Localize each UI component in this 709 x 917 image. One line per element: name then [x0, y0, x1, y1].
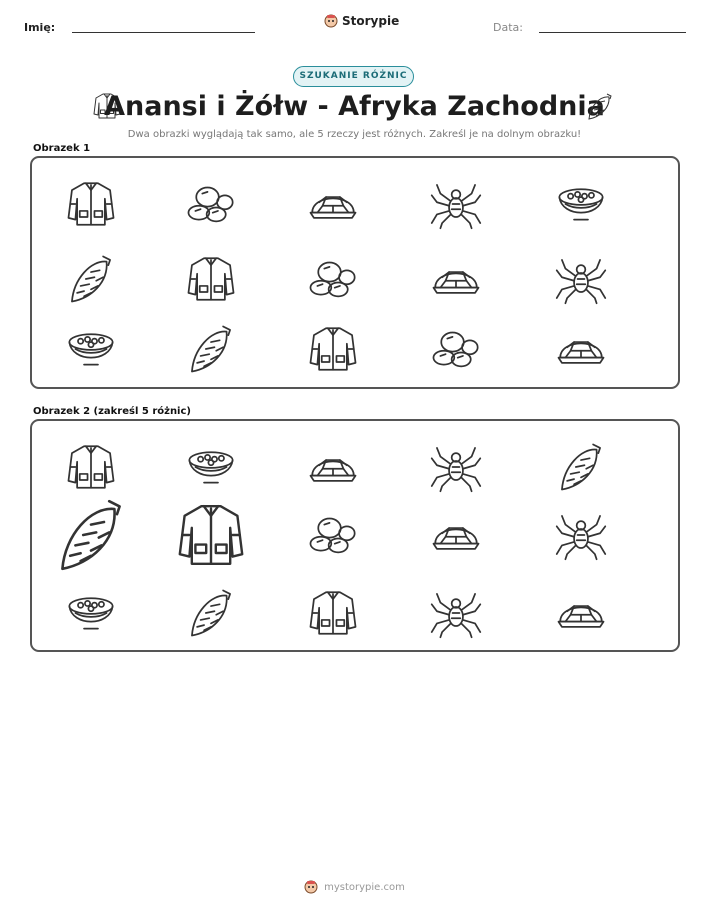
turtle-shell-icon [430, 253, 482, 305]
brand-name: Storypie [342, 14, 400, 28]
brand-logo [324, 14, 399, 28]
name-field[interactable] [72, 32, 255, 33]
pinecone-icon[interactable] [52, 496, 130, 574]
name-label: Imię: [24, 21, 56, 34]
jacket-icon[interactable] [65, 441, 117, 493]
date-label: Data: [493, 21, 523, 34]
storypie-mascot-icon [324, 14, 338, 28]
jacket-icon[interactable] [175, 499, 247, 571]
pinecone-icon[interactable] [555, 441, 607, 493]
spider-icon [555, 253, 607, 305]
bowl-icon[interactable] [65, 587, 117, 639]
pinecone-icon [185, 323, 237, 375]
pinecone-icon[interactable] [185, 587, 237, 639]
turtle-shell-icon [307, 178, 359, 230]
storypie-mascot-icon [304, 880, 318, 894]
footer [0, 880, 709, 894]
rocks-icon [307, 253, 359, 305]
turtle-shell-icon [555, 323, 607, 375]
picture2-label: Obrazek 2 (zakreśl 5 różnic) [33, 406, 191, 417]
picture2-panel[interactable] [30, 419, 680, 652]
jacket-icon [65, 178, 117, 230]
pinecone-icon [65, 253, 117, 305]
bowl-icon[interactable] [185, 441, 237, 493]
jacket-icon [307, 323, 359, 375]
bowl-icon [555, 178, 607, 230]
pinecone-icon [585, 91, 615, 121]
activity-badge: SZUKANIE RÓŻNIC [293, 66, 414, 87]
picture1-label: Obrazek 1 [33, 143, 91, 154]
rocks-icon[interactable] [307, 509, 359, 561]
jacket-icon[interactable] [307, 587, 359, 639]
instructions: Dwa obrazki wyglądają tak samo, ale 5 rzeczy jest różnych. Zakreśl je na dolnym obrazku! [127, 129, 582, 140]
picture1-panel [30, 156, 680, 389]
spider-icon [430, 178, 482, 230]
turtle-shell-icon[interactable] [555, 587, 607, 639]
jacket-icon [185, 253, 237, 305]
rocks-icon [185, 178, 237, 230]
footer-url: mystorypie.com [324, 881, 405, 893]
turtle-shell-icon[interactable] [307, 441, 359, 493]
turtle-shell-icon[interactable] [430, 509, 482, 561]
page-title: Anansi i Żółw - Afryka Zachodnia [104, 91, 605, 122]
date-field[interactable] [539, 32, 686, 33]
bowl-icon [65, 323, 117, 375]
spider-icon[interactable] [555, 509, 607, 561]
spider-icon[interactable] [430, 441, 482, 493]
spider-icon[interactable] [430, 587, 482, 639]
rocks-icon [430, 323, 482, 375]
